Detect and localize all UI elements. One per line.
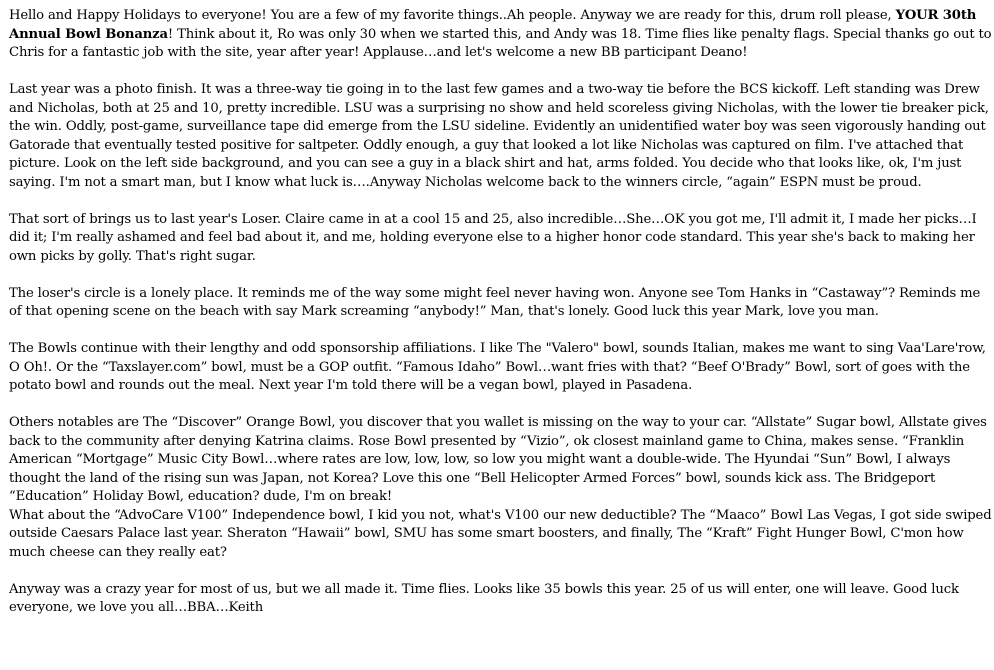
paragraph-losers-circle: The loser's circle is a lonely place. It reminds me of the way some might feel never having won. Anyone see Tom Hanks in “Castaway”? Reminds me of that opening scene on the beach with say Mark screaming “anybody!” Man, that's lonely. Good luck this year Mark, love you man. — [9, 285, 981, 319]
greeting-text-continued: ! Think about it, Ro was only 30 when we started this, and Andy was 18. Time flies like penalty flags. Special thanks go out to Chris for a fantastic job with the site, year after year! Applause…and let's welcome a new BB participant Deano! — [9, 26, 992, 60]
event-name: YOUR 30th Annual Bowl Bonanza — [9, 8, 977, 42]
letter-document — [9, 7, 993, 618]
paragraph-closing: Anyway was a crazy year for most of us, but we all made it. Time flies. Looks like 35 bowls this year. 25 of us will enter, one will leave. Good luck everyone, we love you all…BBA…Keith — [9, 581, 959, 615]
paragraph-other-notables: Others notables are The “Discover” Orange Bowl, you discover that you wallet is missing on the way to your car. “Allstate” Sugar bowl, Allstate gives back to the community after denying Katrina claims. Rose Bowl presented by “Vizio”, ok closest mainland game to China, makes sense. “Franklin American “Mortgage” Music City Bowl…where rates are low, low, low, so low you might want a double-wide. The Hyundai “Sun” Bowl, I always thought the land of the rising sun was Japan, not Korea? Love this one “Bell Helicopter Armed Forces” bowl, sounds kick ass. The Bridgeport “Education” Holiday Bowl, education? dude, I'm on break! — [9, 415, 987, 504]
paragraph-more-bowls: What about the “AdvoCare V100” Independence bowl, I kid you not, what's V100 our new deductible? The “Maaco” Bowl Las Vegas, I got side swiped outside Caesars Palace last year. Sheraton “Hawaii” bowl, SMU has some smart boosters, and finally, The “Kraft” Fight Hunger Bowl, C'mon how much cheese can they really eat? — [9, 507, 992, 560]
paragraph-last-year-loser: That sort of brings us to last year's Loser. Claire came in at a cool 15 and 25, also incredible…She…OK you got me, I'll admit it, I made her picks…I did it; I'm really ashamed and feel bad about it, and me, holding everyone else to a higher honor code standard. This year she's back to making her own picks by golly. That's right sugar. — [9, 211, 977, 264]
greeting-text: Hello and Happy Holidays to everyone! You are a few of my favorite things..Ah people. Anyway we are ready for this, drum roll please, — [9, 8, 896, 23]
paragraph-greeting — [9, 7, 993, 63]
paragraph-last-year-winner: Last year was a photo finish. It was a three-way tie going in to the last few games and a two-way tie before the BCS kickoff. Left standing was Drew and Nicholas, both at 25 and 10, pretty incredible. LSU was a surprising no show and held scoreless giving Nicholas, with the lower tie breaker pick, the win. Oddly, post-game, surveillance tape did emerge from the LSU sideline. Evidently an unidentified water boy was seen vigorously handing out Gatorade that eventually tested positive for saltpeter. Oddly enough, a guy that looked a lot like Nicholas was captured on film. I've attached that picture. Look on the left side background, and you can see a guy in a black shirt and hat, arms folded. You decide who that looks like, ok, I'm just saying. I'm not a smart man, but I know what luck is….Anyway Nicholas welcome back to the winners circle, “again” ESPN must be proud. — [9, 82, 989, 190]
paragraph-bowl-sponsors: The Bowls continue with their lengthy and odd sponsorship affiliations. I like The "Valero" bowl, sounds Italian, makes me want to sing Vaa'Lare'row, O Oh!. Or the “Taxslayer.com” bowl, must be a GOP outfit. “Famous Idaho” Bowl…want fries with that? “Beef O'Brady” Bowl, sort of goes with the potato bowl and rounds out the meal. Next year I'm told there will be a vegan bowl, played in Pasadena. — [9, 341, 986, 393]
